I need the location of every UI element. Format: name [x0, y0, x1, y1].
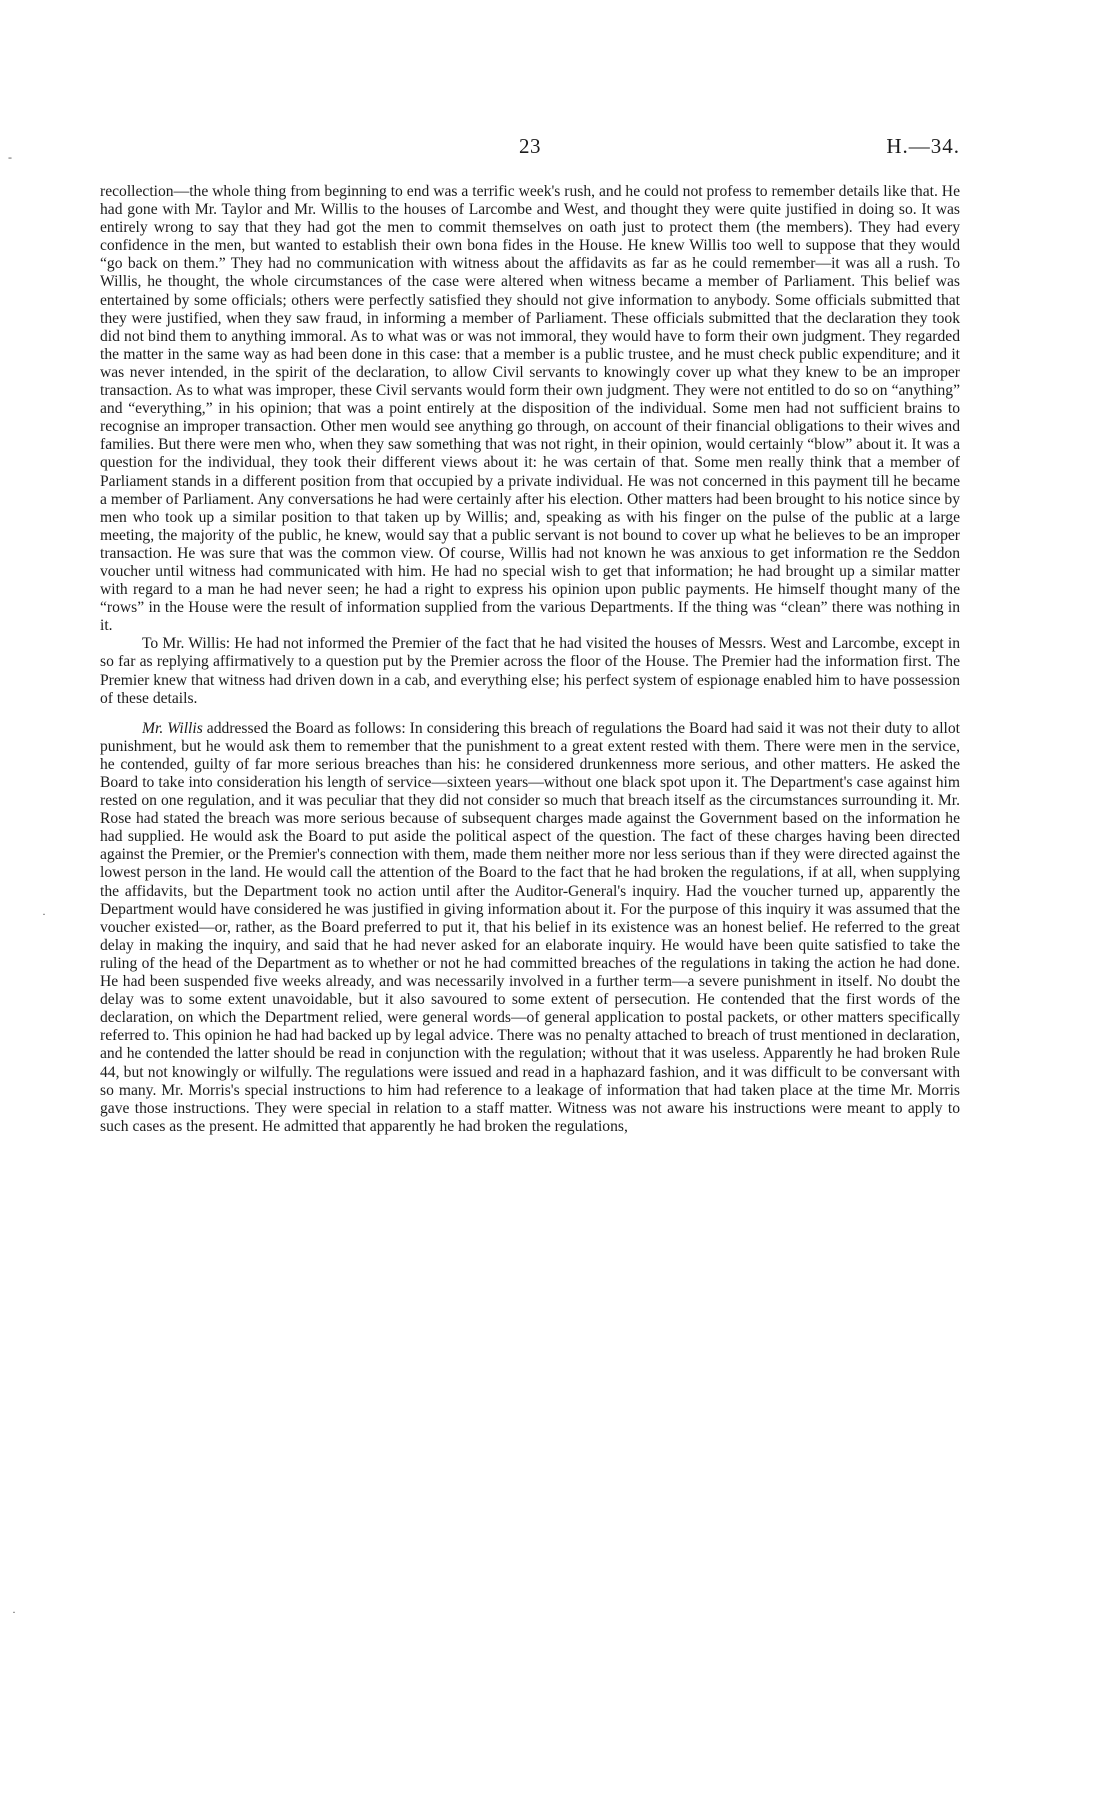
document-reference: H.—34.: [886, 134, 960, 158]
speaker-name: Mr. Willis: [142, 719, 203, 737]
paragraph-willis-address: [100, 720, 960, 1136]
paragraph-testimony: recollection—the whole thing from beginning to end was a terrific week's rush, and he could not profess to remember details like that. He had gone with Mr. Taylor and Mr. Willis to the houses of Larcombe and West, and thought they were quite justified in doing so. It was entirely wrong to say that they had got the men to commit themselves on oath just to protect them (the members). They had every confidence in the men, but wanted to establish their own bona fides in the House. He knew Willis too well to suppose that they would “go back on them.” They had no communication with witness about the affidavits as far as he could remember—it was all a rush. To Willis, he thought, the whole circumstances of the case were altered when witness became a member of Parliament. This belief was entertained by some officials; others were perfectly satisfied they should not give information to anybody. Some officials submitted that they were justified, when they saw fraud, in informing a member of Parliament. These officials submitted that the declaration they took did not bind them to anything immoral. As to what was or was not immoral, they would have to form their own judgment. They regarded the matter in the same way as had been done in this case: that a member is a public trustee, and he must check public expenditure; and it was never intended, in the spirit of the declaration, to allow Civil servants to knowingly cover up what they knew to be an improper transaction. As to what was improper, these Civil servants would form their own judgment. They were not entitled to do so on “anything” and “everything,” in his opinion; that was a point entirely at the disposition of the individual. Some men had not sufficient brains to recognise an improper transaction. Other men would see anything go through, on account of their financial obligations to their wives and families. But there were men who, when they saw something that was not right, in their opinion, would certainly “blow” about it. It was a question for the individual, they took their different views about it: he was certain of that. Some men really think that a member of Parliament stands in a different position from that occupied by a private individual. He was not concerned in this payment till he became a member of Parliament. Any conversations he had were certainly after his election. Other matters had been brought to his notice since by men who took up a similar position to that taken up by Willis; and, speaking as with his finger on the pulse of the public at a large meeting, the majority of the public, he knew, would say that a public servant is not bound to cover up what he believes to be an improper transaction. He was sure that was the common view. Of course, Willis had not known he was anxious to get information re the Seddon voucher until witness had communicated with him. He had no special wish to get that information; he had brought up a similar matter with regard to a man he had never seen; he had a right to express his opinion upon public payments. He himself thought many of the “rows” in the House were the result of information supplied from the various Departments. If the thing was “clean” there was nothing in it.: [100, 183, 960, 635]
page-number: 23: [519, 134, 541, 158]
paragraph-to-mr-willis: To Mr. Willis: He had not informed the Premier of the fact that he had visited the houses of Messrs. West and Larcombe, except in so far as replying affirmatively to a question put by the Premier across the floor of the House. The Premier had the information first. The Premier knew that witness had driven down in a cab, and everything else; his perfect system of espionage enabled him to have possession of these details.: [100, 635, 960, 707]
margin-mark: -: [8, 150, 12, 164]
margin-mark: ·: [42, 907, 46, 921]
paragraph-text: addressed the Board as follows: In considering this breach of regulations the Board had said it was not their duty to allot punishment, but he would ask them to remember that the punishment to a great extent rested with them. There were men in the service, he contended, guilty of far more serious breaches than his: he considered drunkenness more serious, and other matters. He asked the Board to take into consideration his length of service—sixteen years—without one black spot upon it. The Department's case against him rested on one regulation, and it was peculiar that they did not consider so much that breach itself as the circumstances surrounding it. Mr. Rose had stated the breach was more serious because of subsequent charges made against the Government based on the information he had supplied. He would ask the Board to put aside the political aspect of the question. The fact of these charges having been directed against the Premier, or the Premier's connection with them, made them neither more nor less serious than if they were directed against the lowest person in the land. He would call the attention of the Board to the fact that he had broken the regulations, if at all, when supplying the affidavits, but the Department took no action until after the Auditor-General's inquiry. Had the voucher turned up, apparently the Department would have considered he was justified in giving information about it. For the purpose of this inquiry it was assumed that the voucher existed—or, rather, as the Board preferred to put it, that his belief in its existence was an honest belief. He referred to the great delay in making the inquiry, and said that he had never asked for an elaborate inquiry. He would have been quite satisfied to take the ruling of the head of the Department as to whether or not he had committed breaches of the regulations in taking the action he had done. He had been suspended five weeks already, and was necessarily involved in a further term—a severe punishment in itself. No doubt the delay was to some extent unavoidable, but it also savoured to some extent of persecution. He contended that the first words of the declaration, on which the Department relied, were general words—of general application to postal packets, or other matters specifically referred to. This opinion he had had backed up by legal advice. There was no penalty attached to breach of trust mentioned in declaration, and he contended the latter should be read in conjunction with the regulation; without that it was useless. Apparently he had broken Rule 44, but not knowingly or wilfully. The regulations were issued and read in a haphazard fashion, and it was difficult to be conversant with so many. Mr. Morris's special instructions to him had reference to a leakage of information that had taken place at the time Mr. Morris gave those instructions. They were special in relation to a staff matter. Witness was not aware his instructions were meant to apply to such cases as the present. He admitted that apparently he had broken the regulations,: [100, 719, 960, 1135]
margin-mark: ·: [12, 1605, 16, 1619]
page-header: [100, 134, 960, 164]
document-body: [100, 183, 960, 1136]
